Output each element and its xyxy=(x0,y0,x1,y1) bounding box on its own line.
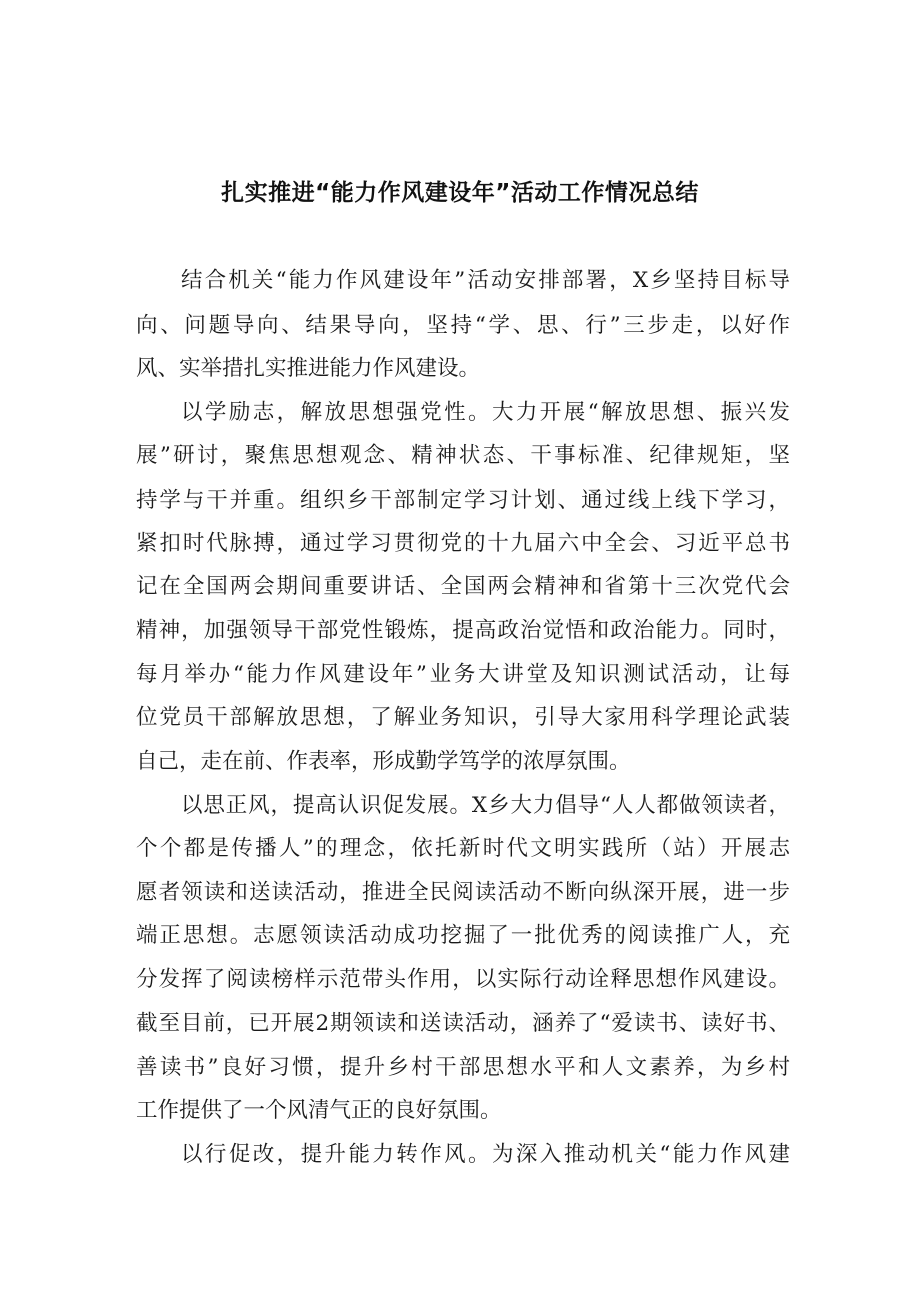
document-title: 扎实推进“能力作风建设年”活动工作情况总结 xyxy=(221,180,699,206)
text-line: 截至目前，已开展2期领读和送读活动，涵养了“爱读书、读好书、 xyxy=(136,1011,790,1036)
text-line: 工作提供了一个风清气正的良好氛围。 xyxy=(136,1098,502,1123)
text-line: 以行促改，提升能力转作风。为深入推动机关“能力作风建 xyxy=(181,1142,790,1167)
text-line: 自己，走在前、作表率，形成勤学笃学的浓厚氛围。 xyxy=(136,749,631,774)
text-line: 精神，加强领导干部党性锻炼，提高政治觉悟和政治能力。同时， xyxy=(136,618,790,643)
text-line: 善读书”良好习惯，提升乡村干部思想水平和人文素养，为乡村 xyxy=(136,1055,790,1080)
text-line: 愿者领读和送读活动，推进全民阅读活动不断向纵深开展，进一步 xyxy=(136,880,790,905)
text-line: 端正思想。志愿领读活动成功挖掘了一批优秀的阅读推广人，充 xyxy=(136,923,790,948)
text-line: 位党员干部解放思想，了解业务知识，引导大家用科学理论武装 xyxy=(136,705,790,730)
text-line: 结合机关“能力作风建设年”活动安排部署，X乡坚持目标导 xyxy=(181,268,790,293)
text-line: 风、实举措扎实推进能力作风建设。 xyxy=(136,356,481,381)
text-line: 向、问题导向、结果导向，坚持“学、思、行”三步走，以好作 xyxy=(136,313,790,338)
text-line: 个个都是传播人”的理念，依托新时代文明实践所（站）开展志 xyxy=(136,836,790,861)
text-line: 分发挥了阅读榜样示范带头作用，以实际行动诠释思想作风建设。 xyxy=(136,967,790,992)
text-line: 持学与干并重。组织乡干部制定学习计划、通过线上线下学习， xyxy=(136,488,790,513)
text-line: 以学励志，解放思想强党性。大力开展“解放思想、振兴发 xyxy=(181,400,790,425)
text-line: 每月举办“能力作风建设年”业务大讲堂及知识测试活动，让每 xyxy=(136,662,790,687)
text-line: 以思正风，提高认识促发展。X乡大力倡导“人人都做领读者， xyxy=(181,793,790,818)
text-line: 紧扣时代脉搏，通过学习贯彻党的十九届六中全会、习近平总书 xyxy=(136,531,790,556)
text-line: 展”研讨，聚焦思想观念、精神状态、干事标准、纪律规矩，坚 xyxy=(136,443,790,468)
text-line: 记在全国两会期间重要讲话、全国两会精神和省第十三次党代会 xyxy=(136,574,790,599)
